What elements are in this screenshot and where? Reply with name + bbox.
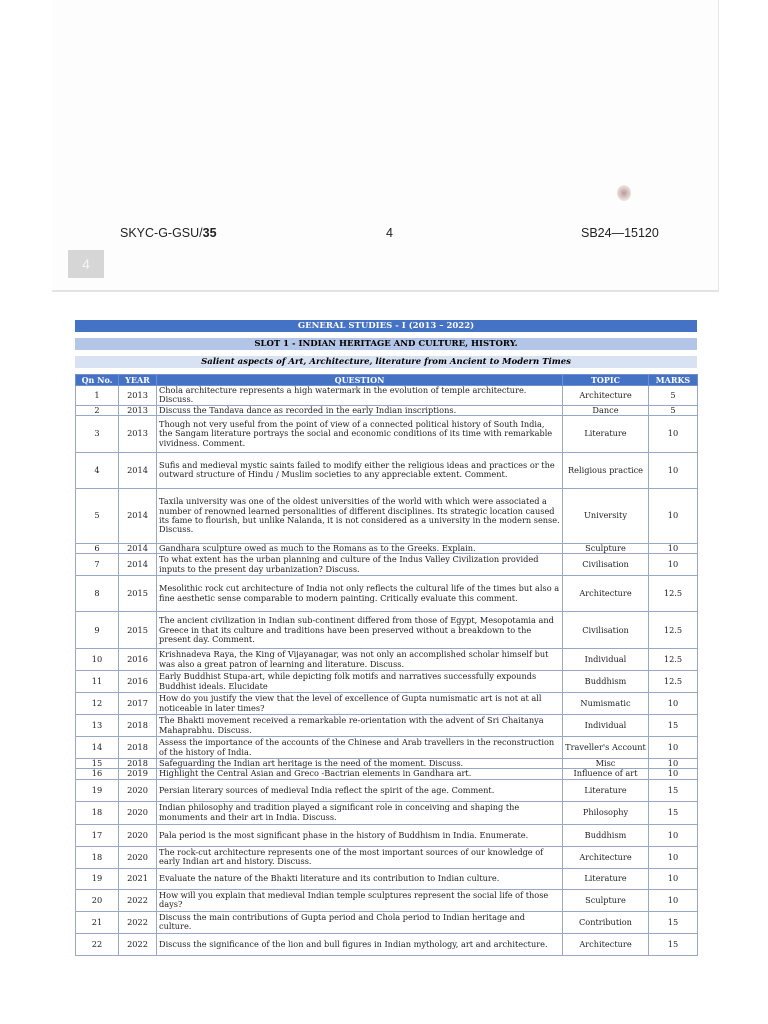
cell-qn-no: 12 <box>76 693 119 715</box>
cell-year: 2016 <box>119 671 157 693</box>
table-row <box>76 488 698 543</box>
cell-question: Pala period is the most significant phase in the history of Buddhism in India. Enumerate. <box>157 824 563 846</box>
table-row <box>76 759 698 769</box>
cell-marks: 12.5 <box>649 576 698 612</box>
cell-year: 2013 <box>119 386 157 406</box>
cell-question: Discuss the Tandava dance as recorded in the early Indian inscriptions. <box>157 405 563 415</box>
table-row <box>76 649 698 671</box>
cell-question: How will you explain that medieval Indian temple sculptures represent the social life of those days? <box>157 889 563 911</box>
cell-qn-no: 5 <box>76 488 119 543</box>
cell-topic: Religious practice <box>563 452 649 488</box>
cell-marks: 10 <box>649 868 698 889</box>
cell-question: Early Buddhist Stupa-art, while depicting folk motifs and narratives successfully expounds Buddhist ideals. Elucidate <box>157 671 563 693</box>
gs-header-band: GENERAL STUDIES - I (2013 – 2022) <box>75 320 697 332</box>
cell-qn-no: 17 <box>76 824 119 846</box>
cell-marks: 10 <box>649 759 698 769</box>
cell-marks: 10 <box>649 737 698 759</box>
cell-question: Gandhara sculpture owed as much to the Romans as to the Greeks. Explain. <box>157 543 563 553</box>
table-row <box>76 769 698 779</box>
cell-qn-no: 21 <box>76 911 119 933</box>
cell-qn-no: 16 <box>76 769 119 779</box>
cell-marks: 12.5 <box>649 671 698 693</box>
cell-year: 2018 <box>119 759 157 769</box>
cell-topic: Literature <box>563 779 649 801</box>
cell-qn-no: 22 <box>76 933 119 955</box>
cell-year: 2015 <box>119 576 157 612</box>
cell-topic: Buddhism <box>563 671 649 693</box>
cell-topic: Traveller's Account <box>563 737 649 759</box>
column-header-marks: MARKS <box>649 375 698 386</box>
cell-year: 2020 <box>119 846 157 868</box>
cell-question: Sufis and medieval mystic saints failed to modify either the religious ideas and practices or the outward structure of Hindu / Muslim societies to any appreciable extent. Comment. <box>157 452 563 488</box>
table-row <box>76 693 698 715</box>
cell-marks: 15 <box>649 715 698 737</box>
table-row <box>76 737 698 759</box>
cell-qn-no: 3 <box>76 415 119 452</box>
cell-year: 2022 <box>119 933 157 955</box>
cell-topic: Architecture <box>563 933 649 955</box>
cell-question: Taxila university was one of the oldest universities of the world with which were associated a number of renowned learned personalities of different disciplines. Its strategic location caused its fame to flourish, but unlike Nalanda, it is not considered as a university in the modern sense. Discuss. <box>157 488 563 543</box>
table-row <box>76 824 698 846</box>
cell-question: The Bhakti movement received a remarkable re-orientation with the advent of Sri Chaitanya Mahaprabhu. Discuss. <box>157 715 563 737</box>
table-row <box>76 452 698 488</box>
cell-marks: 10 <box>649 889 698 911</box>
cell-question: The rock-cut architecture represents one of the most important sources of our knowledge of early Indian art and history. Discuss. <box>157 846 563 868</box>
cell-topic: Contribution <box>563 911 649 933</box>
table-row <box>76 671 698 693</box>
cell-topic: Dance <box>563 405 649 415</box>
cell-marks: 10 <box>649 452 698 488</box>
cell-question: Mesolithic rock cut architecture of India not only reflects the cultural life of the times but also a fine aesthetic sense comparable to modern painting. Critically evaluate this comment. <box>157 576 563 612</box>
cell-year: 2017 <box>119 693 157 715</box>
cell-qn-no: 19 <box>76 779 119 801</box>
cell-marks: 15 <box>649 779 698 801</box>
cell-question: How do you justify the view that the level of excellence of Gupta numismatic art is not at all noticeable in later times? <box>157 693 563 715</box>
slot-header-band: SLOT 1 - INDIAN HERITAGE AND CULTURE, HISTORY. <box>75 338 697 350</box>
cell-year: 2016 <box>119 649 157 671</box>
cell-qn-no: 18 <box>76 801 119 824</box>
table-row <box>76 933 698 955</box>
cell-marks: 10 <box>649 769 698 779</box>
cell-qn-no: 18 <box>76 846 119 868</box>
subtitle-band: Salient aspects of Art, Architecture, literature from Ancient to Modern Times <box>75 356 697 368</box>
cell-question: Indian philosophy and tradition played a significant role in conceiving and shaping the monuments and their art in India. Discuss. <box>157 801 563 824</box>
cell-topic: Philosophy <box>563 801 649 824</box>
cell-year: 2020 <box>119 779 157 801</box>
cell-marks: 12.5 <box>649 612 698 649</box>
cell-year: 2018 <box>119 715 157 737</box>
cell-topic: Sculpture <box>563 889 649 911</box>
cell-year: 2020 <box>119 801 157 824</box>
table-row <box>76 415 698 452</box>
cell-topic: Individual <box>563 649 649 671</box>
paper-code-number: 35 <box>202 226 217 240</box>
cell-topic: Literature <box>563 415 649 452</box>
cell-qn-no: 19 <box>76 868 119 889</box>
page-number: 4 <box>386 226 393 240</box>
cell-year: 2019 <box>119 769 157 779</box>
cell-year: 2014 <box>119 488 157 543</box>
cell-qn-no: 1 <box>76 386 119 406</box>
cell-marks: 10 <box>649 693 698 715</box>
cell-year: 2014 <box>119 543 157 553</box>
cell-question: Evaluate the nature of the Bhakti literature and its contribution to Indian culture. <box>157 868 563 889</box>
cell-year: 2013 <box>119 405 157 415</box>
cell-year: 2022 <box>119 889 157 911</box>
cell-question: Highlight the Central Asian and Greco -Bactrian elements in Gandhara art. <box>157 769 563 779</box>
ink-smudge <box>617 185 631 201</box>
cell-year: 2013 <box>119 415 157 452</box>
table-row <box>76 801 698 824</box>
cell-qn-no: 15 <box>76 759 119 769</box>
cell-marks: 15 <box>649 801 698 824</box>
cell-year: 2014 <box>119 452 157 488</box>
cell-marks: 10 <box>649 846 698 868</box>
table-header-row <box>76 375 698 386</box>
paper-code-prefix: SKYC-G-GSU/ <box>120 226 203 240</box>
cell-year: 2014 <box>119 554 157 576</box>
cell-marks: 5 <box>649 386 698 406</box>
previous-page-scan <box>52 0 719 292</box>
faint-bleed-through-mark <box>172 6 262 24</box>
cell-marks: 10 <box>649 554 698 576</box>
cell-topic: Buddhism <box>563 824 649 846</box>
cell-question: Persian literary sources of medieval India reflect the spirit of the age. Comment. <box>157 779 563 801</box>
cell-topic: Civilisation <box>563 612 649 649</box>
cell-marks: 10 <box>649 488 698 543</box>
paper-reference: SB24—15120 <box>581 226 659 240</box>
cell-qn-no: 13 <box>76 715 119 737</box>
cell-year: 2022 <box>119 911 157 933</box>
column-header-question: QUESTION <box>157 375 563 386</box>
table-row <box>76 554 698 576</box>
cell-marks: 10 <box>649 415 698 452</box>
cell-topic: Sculpture <box>563 543 649 553</box>
question-sheet <box>75 320 697 956</box>
cell-qn-no: 14 <box>76 737 119 759</box>
cell-question: Though not very useful from the point of view of a connected political history of South India, the Sangam literature portrays the social and economic conditions of its time with remarkable vividness. Comment. <box>157 415 563 452</box>
cell-year: 2018 <box>119 737 157 759</box>
cell-qn-no: 9 <box>76 612 119 649</box>
cell-qn-no: 20 <box>76 889 119 911</box>
column-header-qn-no: Qn No. <box>76 375 119 386</box>
table-row <box>76 386 698 406</box>
cell-marks: 5 <box>649 405 698 415</box>
cell-question: Chola architecture represents a high watermark in the evolution of temple architecture. Discuss. <box>157 386 563 406</box>
table-row <box>76 612 698 649</box>
cell-qn-no: 4 <box>76 452 119 488</box>
viewer-page-badge: 4 <box>68 250 104 278</box>
cell-qn-no: 6 <box>76 543 119 553</box>
cell-question: Discuss the main contributions of Gupta period and Chola period to Indian heritage and culture. <box>157 911 563 933</box>
cell-topic: Numismatic <box>563 693 649 715</box>
cell-topic: University <box>563 488 649 543</box>
cell-qn-no: 8 <box>76 576 119 612</box>
table-row <box>76 868 698 889</box>
cell-topic: Architecture <box>563 386 649 406</box>
cell-topic: Architecture <box>563 576 649 612</box>
cell-question: Safeguarding the Indian art heritage is the need of the moment. Discuss. <box>157 759 563 769</box>
cell-question: Krishnadeva Raya, the King of Vijayanagar, was not only an accomplished scholar himself but was also a great patron of learning and literature. Discuss. <box>157 649 563 671</box>
table-row <box>76 715 698 737</box>
table-row <box>76 779 698 801</box>
cell-qn-no: 10 <box>76 649 119 671</box>
column-header-year: YEAR <box>119 375 157 386</box>
cell-topic: Literature <box>563 868 649 889</box>
cell-question: To what extent has the urban planning and culture of the Indus Valley Civilization provided inputs to the present day urbanization? Discuss. <box>157 554 563 576</box>
table-row <box>76 846 698 868</box>
cell-topic: Architecture <box>563 846 649 868</box>
column-header-topic: TOPIC <box>563 375 649 386</box>
cell-marks: 15 <box>649 911 698 933</box>
cell-topic: Individual <box>563 715 649 737</box>
cell-year: 2020 <box>119 824 157 846</box>
cell-question: Discuss the significance of the lion and bull figures in Indian mythology, art and architecture. <box>157 933 563 955</box>
table-row <box>76 543 698 553</box>
table-row <box>76 911 698 933</box>
table-row <box>76 576 698 612</box>
questions-table <box>75 374 698 956</box>
cell-marks: 10 <box>649 543 698 553</box>
paper-code <box>120 226 217 240</box>
cell-marks: 12.5 <box>649 649 698 671</box>
table-row <box>76 405 698 415</box>
cell-marks: 10 <box>649 824 698 846</box>
table-row <box>76 889 698 911</box>
cell-question: The ancient civilization in Indian sub-continent differed from those of Egypt, Mesopotamia and Greece in that its culture and traditions have been preserved without a breakdown to the present day. Comment. <box>157 612 563 649</box>
cell-year: 2015 <box>119 612 157 649</box>
cell-qn-no: 7 <box>76 554 119 576</box>
cell-marks: 15 <box>649 933 698 955</box>
cell-qn-no: 2 <box>76 405 119 415</box>
cell-qn-no: 11 <box>76 671 119 693</box>
cell-topic: Civilisation <box>563 554 649 576</box>
cell-question: Assess the importance of the accounts of the Chinese and Arab travellers in the reconstruction of the history of India. <box>157 737 563 759</box>
cell-year: 2021 <box>119 868 157 889</box>
cell-topic: Misc <box>563 759 649 769</box>
cell-topic: Influence of art <box>563 769 649 779</box>
